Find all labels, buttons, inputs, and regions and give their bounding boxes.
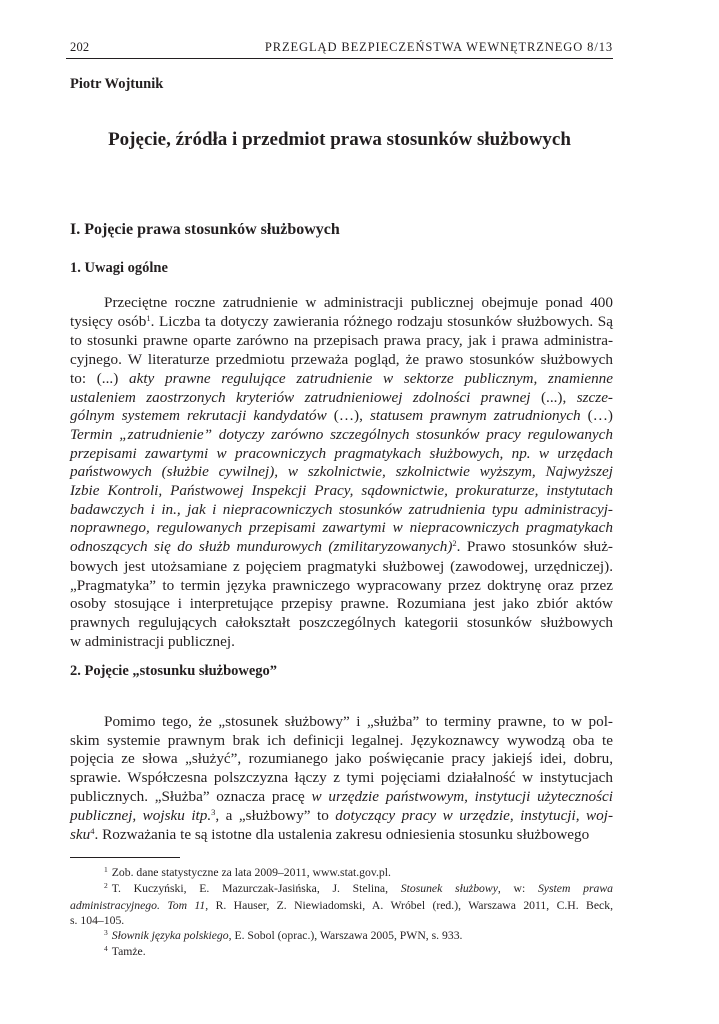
text-line	[70, 407, 613, 426]
footnote-ref: 4	[104, 944, 108, 954]
text-run: . Prawo stosunków służ-	[456, 538, 613, 556]
section-heading: I. Pojęcie prawa stosunków służbowych	[70, 221, 340, 238]
italic-text: Termin „zatrudnienie” dotyczy zarówno szczególnych stosunków pracy regulowanych	[70, 425, 613, 443]
text-line	[70, 807, 613, 827]
footnote-line	[70, 913, 613, 928]
italic-text: odnoszących się do służb mundurowych (zmilitaryzowanych)	[70, 538, 453, 556]
text-run: , R. Hauser, Z. Niewiadomski, A. Wróbel (red.), Warszawa 2011, C.H. Beck,	[205, 898, 613, 912]
italic-text: badawczych i in., jak i niepracowniczych stosunków zatrudnienia typu administracyj-	[70, 500, 613, 518]
text-run: w administracji publicznej.	[70, 632, 235, 650]
footnote-line	[70, 865, 613, 881]
italic-text: statusem prawnym zatrudnionych	[369, 407, 581, 425]
text-run: , E. Sobol (oprac.), Warszawa 2005, PWN, s. 933.	[228, 929, 463, 943]
text-run: osoby stosujące i interpretujące przepisy prawne. Rozumiana jest jako zbiór aktów	[70, 595, 613, 613]
text-line	[70, 463, 613, 482]
footnote-separator	[70, 857, 180, 858]
italic-text: gólnym systemem rekrutacji kandydatów	[70, 407, 327, 425]
text-line	[70, 370, 613, 389]
text-line	[70, 389, 613, 408]
footnote-ref: 3	[104, 928, 108, 938]
text-line	[70, 426, 613, 445]
text-run: to: (...)	[70, 369, 129, 387]
text-run: bowych jest utożsamiane z pojęciem pragmatyki służbowej (zawodowej, urzędniczej).	[70, 557, 613, 575]
italic-text: noprawnego, regulowanych przepisami zawartymi w niepracowniczych pragmatykach	[70, 519, 613, 537]
italic-text: Izbie Kontroli, Państwowej Inspekcji Pracy, sądownictwie, prokuraturze, instytutach	[70, 482, 613, 500]
italic-text: szcze-	[576, 388, 613, 406]
text-line	[70, 445, 613, 464]
footnote-4	[70, 944, 613, 960]
footnote-ref: 4	[90, 826, 95, 837]
footnote-ref: 1	[146, 312, 151, 323]
italic-text: administracyjnego. Tom 11	[70, 898, 206, 912]
text-line	[70, 732, 613, 751]
text-run: , w:	[497, 882, 538, 896]
italic-text: dotyczący pracy w urzędzie, instytucji, woj-	[335, 806, 614, 824]
text-run: to stosunki prawne oparte zarówno na przepisach prawa pracy, jak i prawa administra-	[70, 332, 613, 350]
text-run: „Pragmatyka” to termin języka prawniczego wypracowany przez doktrynę oraz przez	[70, 576, 613, 594]
text-line	[70, 519, 613, 538]
text-line	[70, 313, 613, 333]
text-line	[70, 501, 613, 520]
text-run: pojęcia ze słowa „służyć”, rozumianego jako poświęcanie pracy jakiejś idei, dobru,	[70, 750, 613, 768]
text-run: (...),	[530, 388, 577, 406]
footnote-ref: 2	[452, 538, 457, 549]
text-run: tysięcy osób	[70, 312, 147, 330]
italic-text: publicznej, wojsku itp.	[70, 806, 212, 824]
italic-text: ustaleniem zaostrzonych kryteriów zatrudnieniowej zdolności prawnej	[70, 388, 531, 406]
text-line	[70, 294, 613, 313]
italic-text: Słownik języka polskiego	[111, 929, 229, 943]
text-run: Pomimo tego, że „stosunek służbowy” i „służba” to terminy prawne, to w pol-	[104, 713, 613, 730]
italic-text: przepisami zawartymi w pracowniczych pragmatykach służbowych, np. w urzędach	[70, 444, 613, 462]
italic-text: sku	[70, 826, 91, 844]
text-run: sprawie. Współczesna polszczyzna łączy z tymi pojęciami działalność w instytucjach	[70, 769, 613, 787]
text-line	[70, 332, 613, 351]
footnote-ref: 3	[211, 806, 216, 817]
footnote-2	[70, 881, 613, 928]
text-line	[70, 538, 613, 558]
footnote-ref: 1	[104, 865, 108, 874]
text-line	[70, 826, 613, 846]
text-line	[70, 788, 613, 807]
text-run: s. 104–105.	[70, 913, 125, 927]
footnote-1	[70, 865, 613, 881]
text-line	[70, 577, 613, 596]
text-run: prawnych regulujących całokształt poszczególnych kategorii stosunków służbowych	[70, 613, 613, 631]
italic-text: Stosunek służbowy	[400, 882, 498, 896]
paragraph-1	[70, 294, 613, 651]
text-run: . Rozważania te są istotne dla ustalenia zakresu odniesienia stosunku służbowego	[94, 826, 590, 844]
text-run: Tamże.	[111, 945, 146, 959]
text-line	[70, 633, 613, 652]
text-run: Zob. dane statystyczne za lata 2009–2011, www.stat.gov.pl.	[111, 866, 391, 879]
text-line	[70, 351, 613, 370]
text-run: , a „służbowy” to	[215, 806, 336, 824]
footnote-ref: 2	[104, 881, 108, 891]
subsection-heading-1: 1. Uwagi ogólne	[70, 260, 168, 276]
footnote-3	[70, 928, 613, 944]
text-run: T. Kuczyński, E. Mazurczak-Jasińska, J. Stelina,	[111, 882, 401, 896]
paragraph-2	[70, 713, 613, 846]
text-line	[70, 482, 613, 501]
text-line	[70, 713, 613, 732]
text-line	[70, 595, 613, 614]
footnote-line	[70, 928, 613, 944]
text-line	[70, 614, 613, 633]
text-run: (…),	[326, 407, 370, 425]
footnote-line	[70, 944, 613, 960]
text-run: skim systemie prawnym brak ich definicji legalnej. Językoznawcy wywodzą oba te	[70, 731, 613, 749]
author-name: Piotr Wojtunik	[70, 76, 164, 92]
italic-text: państwowych (służbie cywilnej), w szkolnictwie, szkolnictwie wyższym, Najwyższej	[70, 463, 613, 481]
running-header-journal: PRZEGLĄD BEZPIECZEŃSTWA WEWNĘTRZNEGO 8/13	[264, 40, 613, 54]
text-run: (…)	[580, 407, 613, 425]
footnotes	[70, 865, 613, 961]
text-line	[70, 558, 613, 577]
footnote-line	[70, 898, 613, 913]
text-run: publicznych. „Służba” oznacza pracę	[70, 787, 312, 805]
italic-text: akty prawne regulujące zatrudnienie w sektorze publicznym, znamienne	[128, 369, 613, 387]
italic-text: System prawa	[537, 882, 613, 896]
text-line	[70, 750, 613, 769]
text-run: cyjnego. W literaturze przedmiotu przeważa pogląd, że prawo stosunków służbowych	[70, 351, 613, 369]
text-run: Przeciętne roczne zatrudnienie w administracji publicznej obejmuje ponad 400	[104, 294, 613, 311]
page-number: 202	[70, 40, 90, 54]
footnote-line	[70, 881, 613, 897]
italic-text: w urzędzie państwowym, instytucji użyteczności	[311, 787, 613, 805]
article-title: Pojęcie, źródła i przedmiot prawa stosunków służbowych	[108, 129, 571, 150]
subsection-heading-2: 2. Pojęcie „stosunku służbowego”	[70, 663, 278, 679]
header-rule	[66, 58, 613, 59]
text-line	[70, 769, 613, 788]
text-run: . Liczba ta dotyczy zawierania różnego rodzaju stosunków służbowych. Są	[150, 312, 613, 330]
